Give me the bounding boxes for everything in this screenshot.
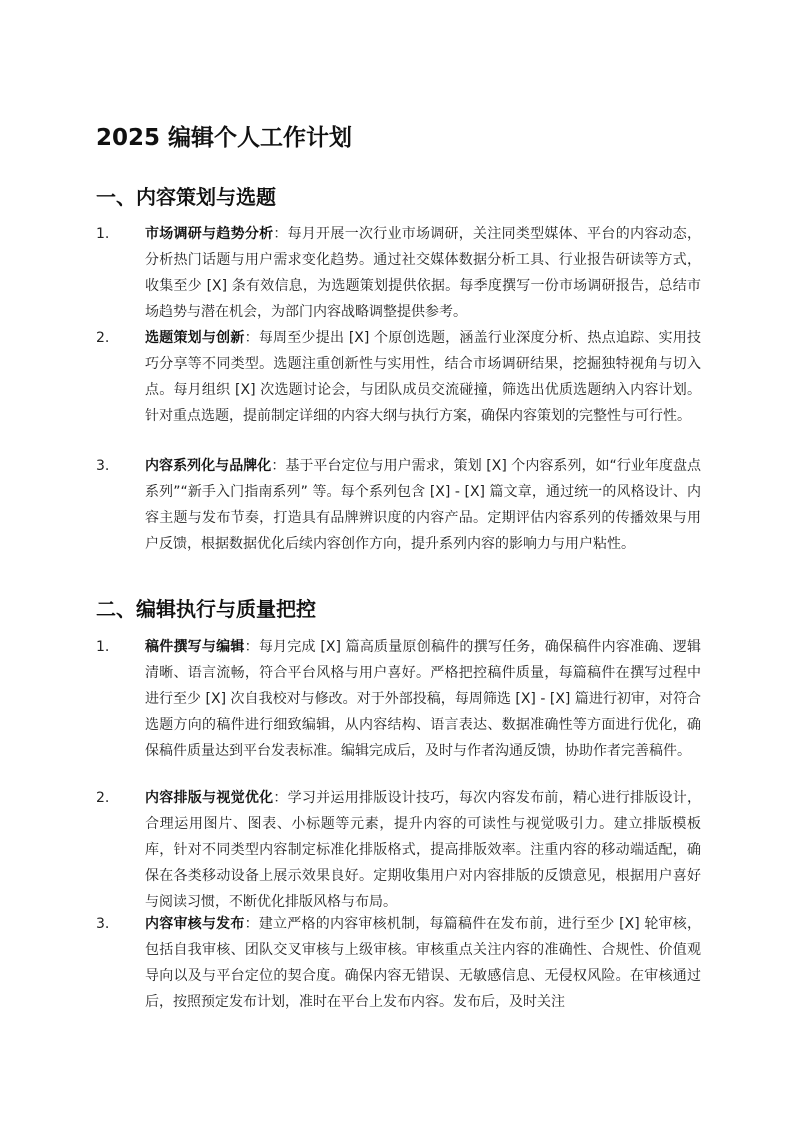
list-item-text: ：每月完成 [X] 篇高质量原创稿件的撰写任务，确保稿件内容准确、逻辑清晰、语言流畅，符合平台风格与用户喜好。严格把控稿件质量，每篇稿件在撰写过程中进行至少 [X] 次自我校对与修改。对于外部投稿，每周筛选 [X] - [X] 篇进行初审，对符合选题方向的稿件进行细致编辑，从内容结构、语言表达、数据准确性等方面进行优化，确保稿件质量达到平台发表标准。编辑完成后，及时与作者沟通反馈，协助作者完善稿件。 xyxy=(145,639,702,759)
list-item-lead: 稿件撰写与编辑 xyxy=(145,639,245,655)
list-item-body xyxy=(145,453,701,557)
list-number: 1. xyxy=(96,639,110,655)
list-item-text: ：学习并运用排版设计技巧，每次内容发布前，精心进行排版设计，合理运用图片、图表、小标题等元素，提升内容的可读性与视觉吸引力。建立排版模板库，针对不同类型内容制定标准化排版格式，提高排版效率。注重内容的移动端适配，确保在各类移动设备上展示效果良好。定期收集用户对内容排版的反馈意见，根据用户喜好与阅读习惯，不断优化排版风格与布局。 xyxy=(145,790,702,910)
list-item-body xyxy=(145,325,701,429)
list-number: 3. xyxy=(96,916,110,932)
list-item-body xyxy=(145,221,701,325)
list-item-text: ：基于平台定位与用户需求，策划 [X] 个内容系列，如“行业年度盘点系列”“新手入门指南系列” 等。每个系列包含 [X] - [X] 篇文章，通过统一的风格设计、内容主题与发布节奏，打造具有品牌辨识度的内容产品。定期评估内容系列的传播效果与用户反馈，根据数据优化后续内容创作方向，提升系列内容的影响力与用户粘性。 xyxy=(145,458,702,552)
list-item-lead: 选题策划与创新 xyxy=(145,330,245,346)
list-number: 1. xyxy=(96,226,110,242)
list-item-lead: 内容系列化与品牌化 xyxy=(145,458,272,474)
document-title: 2025 编辑个人工作计划 xyxy=(96,125,353,151)
list-item-body xyxy=(145,911,701,1015)
list-item-body xyxy=(145,634,701,764)
list-item-body xyxy=(145,785,701,915)
list-item-lead: 市场调研与趋势分析 xyxy=(145,226,274,242)
section-heading-content-planning: 一、内容策划与选题 xyxy=(96,185,276,209)
list-item-lead: 内容审核与发布 xyxy=(145,916,245,932)
list-number: 3. xyxy=(96,458,110,474)
list-number: 2. xyxy=(96,330,110,346)
list-item-text: ：每周至少提出 [X] 个原创选题，涵盖行业深度分析、热点追踪、实用技巧分享等不同类型。选题注重创新性与实用性，结合市场调研结果，挖掘独特视角与切入点。每月组织 [X] 次选题讨论会，与团队成员交流碰撞，筛选出优质选题纳入内容计划。针对重点选题，提前制定详细的内容大纲与执行方案，确保内容策划的完整性与可行性。 xyxy=(145,330,702,424)
list-item-lead: 内容排版与视觉优化 xyxy=(145,790,274,806)
section-heading-editing-quality: 二、编辑执行与质量把控 xyxy=(96,597,316,621)
list-number: 2. xyxy=(96,790,110,806)
list-item-text: ：每月开展一次行业市场调研，关注同类型媒体、平台的内容动态，分析热门话题与用户需求变化趋势。通过社交媒体数据分析工具、行业报告研读等方式，收集至少 [X] 条有效信息，为选题策划提供依据。每季度撰写一份市场调研报告，总结市场趋势与潜在机会，为部门内容战略调整提供参考。 xyxy=(145,226,702,320)
list-item-text: ：建立严格的内容审核机制，每篇稿件在发布前，进行至少 [X] 轮审核，包括自我审核、团队交叉审核与上级审核。审核重点关注内容的准确性、合规性、价值观导向以及与平台定位的契合度。确保内容无错误、无敏感信息、无侵权风险。在审核通过后，按照预定发布计划，准时在平台上发布内容。发布后，及时关注 xyxy=(145,916,702,1010)
